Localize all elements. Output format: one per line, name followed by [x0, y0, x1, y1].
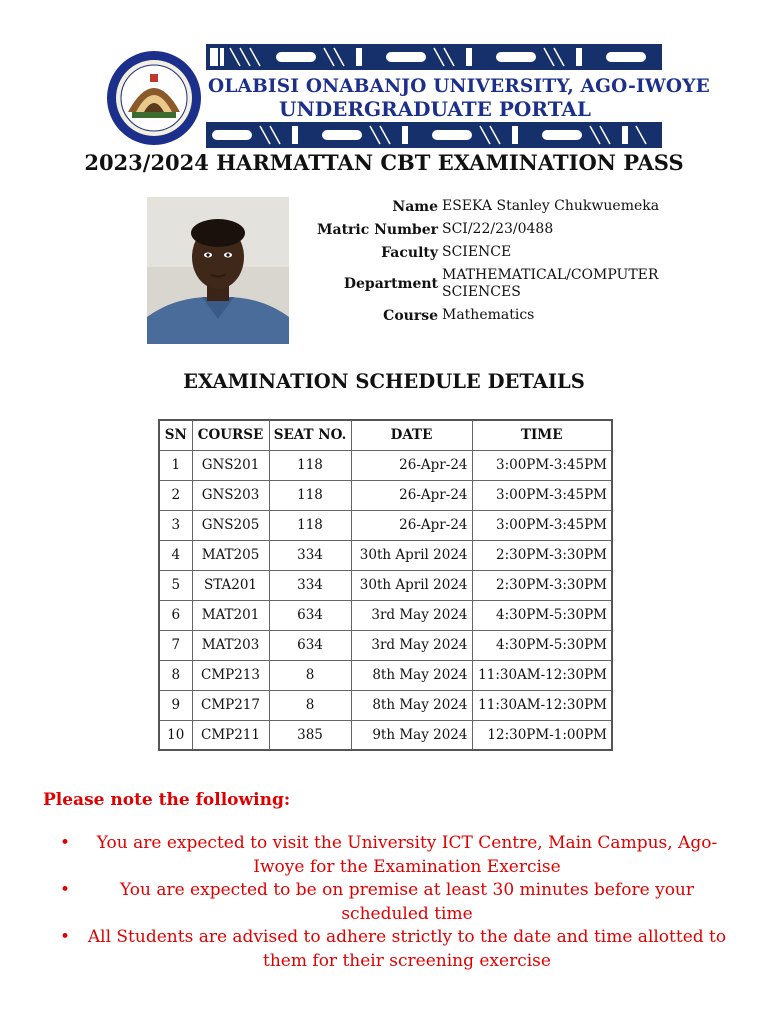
list-item — [60, 926, 740, 973]
cell-time: 3:00PM-3:45PM — [472, 450, 612, 480]
cell-sn: 5 — [159, 570, 192, 600]
table-row — [159, 660, 612, 690]
cell-seat: 385 — [269, 720, 351, 750]
cell-seat: 118 — [269, 510, 351, 540]
cell-date: 26-Apr-24 — [351, 450, 472, 480]
cell-sn: 4 — [159, 540, 192, 570]
cell-course: CMP213 — [192, 660, 269, 690]
faculty-label: Faculty — [381, 244, 438, 261]
cell-date: 26-Apr-24 — [351, 480, 472, 510]
info-row-name — [300, 198, 672, 215]
cell-course: GNS203 — [192, 480, 269, 510]
matric-label: Matric Number — [317, 221, 438, 238]
cell-seat: 118 — [269, 480, 351, 510]
cell-time: 4:30PM-5:30PM — [472, 630, 612, 660]
notes-heading: Please note the following: — [43, 790, 291, 810]
cell-seat: 334 — [269, 570, 351, 600]
cell-seat: 634 — [269, 630, 351, 660]
cell-course: CMP211 — [192, 720, 269, 750]
cell-date: 8th May 2024 — [351, 660, 472, 690]
table-row — [159, 600, 612, 630]
info-row-course — [300, 307, 672, 324]
student-info — [300, 198, 672, 330]
header-date: DATE — [351, 420, 472, 450]
header-time: TIME — [472, 420, 612, 450]
cell-course: GNS205 — [192, 510, 269, 540]
course-label: Course — [383, 307, 438, 324]
cell-sn: 1 — [159, 450, 192, 480]
portal-name: UNDERGRADUATE PORTAL — [279, 97, 591, 121]
cell-date: 3rd May 2024 — [351, 630, 472, 660]
cell-time: 2:30PM-3:30PM — [472, 540, 612, 570]
schedule-table — [158, 419, 613, 751]
name-value: ESEKA Stanley Chukwuemeka — [442, 198, 660, 214]
cell-course: CMP217 — [192, 690, 269, 720]
cell-course: STA201 — [192, 570, 269, 600]
cell-sn: 10 — [159, 720, 192, 750]
cell-time: 11:30AM-12:30PM — [472, 690, 612, 720]
table-row — [159, 510, 612, 540]
cell-time: 11:30AM-12:30PM — [472, 660, 612, 690]
header-sn: SN — [159, 420, 192, 450]
cell-date: 3rd May 2024 — [351, 600, 472, 630]
bullet-icon: • — [60, 880, 71, 900]
university-name: OLABISI ONABANJO UNIVERSITY, AGO-IWOYE — [208, 76, 710, 97]
cell-seat: 8 — [269, 690, 351, 720]
cell-course: GNS201 — [192, 450, 269, 480]
schedule-title: EXAMINATION SCHEDULE DETAILS — [183, 370, 585, 393]
info-row-department — [300, 267, 672, 301]
course-value: Mathematics — [442, 307, 535, 323]
cell-seat: 118 — [269, 450, 351, 480]
cell-course: MAT203 — [192, 630, 269, 660]
header-seat: SEAT NO. — [269, 420, 351, 450]
table-row — [159, 540, 612, 570]
cell-sn: 2 — [159, 480, 192, 510]
table-row — [159, 450, 612, 480]
table-row — [159, 480, 612, 510]
university-logo-icon — [106, 50, 202, 146]
name-label: Name — [392, 198, 438, 215]
table-row — [159, 720, 612, 750]
decorative-band-top — [206, 44, 662, 70]
cell-time: 12:30PM-1:00PM — [472, 720, 612, 750]
department-value: MATHEMATICAL/COMPUTER SCIENCES — [442, 267, 659, 300]
bullet-icon: • — [60, 927, 71, 947]
cell-time: 3:00PM-3:45PM — [472, 480, 612, 510]
cell-sn: 3 — [159, 510, 192, 540]
info-row-matric — [300, 221, 672, 238]
cell-date: 8th May 2024 — [351, 690, 472, 720]
cell-date: 26-Apr-24 — [351, 510, 472, 540]
matric-value: SCI/22/23/0488 — [442, 221, 554, 237]
notes-list — [60, 832, 740, 973]
list-item — [60, 832, 740, 879]
pass-title: 2023/2024 HARMATTAN CBT EXAMINATION PASS — [84, 150, 684, 175]
cell-seat: 634 — [269, 600, 351, 630]
note-text: All Students are advised to adhere strictly to the date and time allotted to them for their screening exercise — [87, 927, 727, 971]
department-label: Department — [343, 276, 438, 292]
cell-sn: 6 — [159, 600, 192, 630]
table-row — [159, 630, 612, 660]
bullet-icon: • — [60, 833, 71, 853]
cell-time: 4:30PM-5:30PM — [472, 600, 612, 630]
table-row — [159, 570, 612, 600]
student-photo — [147, 197, 289, 344]
cell-seat: 8 — [269, 660, 351, 690]
cell-sn: 7 — [159, 630, 192, 660]
cell-time: 3:00PM-3:45PM — [472, 510, 612, 540]
cell-seat: 334 — [269, 540, 351, 570]
cell-sn: 8 — [159, 660, 192, 690]
header-course: COURSE — [192, 420, 269, 450]
note-text: You are expected to visit the University ICT Centre, Main Campus, Ago-Iwoye for the Examination Exercise — [96, 833, 718, 877]
table-header-row — [159, 420, 612, 450]
table-row — [159, 690, 612, 720]
cell-sn: 9 — [159, 690, 192, 720]
decorative-band-bottom — [206, 122, 662, 148]
info-row-faculty — [300, 244, 672, 261]
cell-course: MAT201 — [192, 600, 269, 630]
cell-date: 30th April 2024 — [351, 570, 472, 600]
note-text: You are expected to be on premise at least 30 minutes before your scheduled time — [119, 880, 694, 924]
faculty-value: SCIENCE — [442, 244, 512, 260]
cell-date: 9th May 2024 — [351, 720, 472, 750]
cell-course: MAT205 — [192, 540, 269, 570]
list-item — [60, 879, 740, 926]
cell-date: 30th April 2024 — [351, 540, 472, 570]
university-banner — [106, 44, 710, 148]
cell-time: 2:30PM-3:30PM — [472, 570, 612, 600]
